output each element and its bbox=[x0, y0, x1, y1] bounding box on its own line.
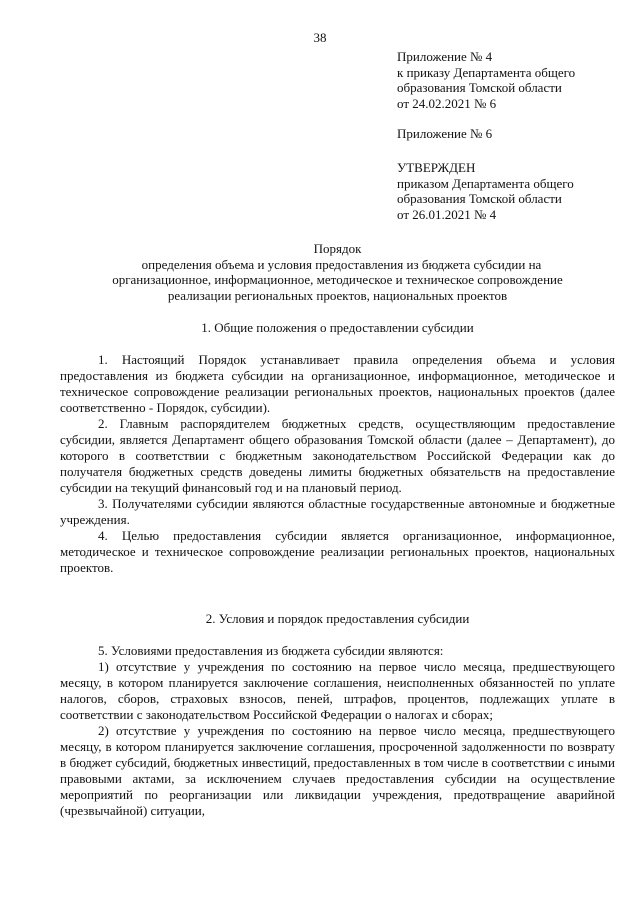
title-line: Порядок bbox=[313, 241, 362, 256]
approved-line: УТВЕРЖДЕН bbox=[397, 160, 476, 175]
appendix-6-header bbox=[397, 126, 632, 142]
approval-stamp-text bbox=[397, 160, 632, 222]
section-2-heading: 2. Условия и порядок предоставления субсидии bbox=[205, 611, 470, 626]
approved-line: образования Томской области bbox=[397, 191, 562, 206]
paragraph: 2. Главным распорядителем бюджетных средств, осуществляющим предоставление субсидии, является Департамент общего образования Томской области (далее – Департамент), до которого в соответствии с бюджетным законодательством Российской Федерации как до получателя бюджетных средств доведены лимиты бюджетных обязательств на предоставление субсидии на текущий финансовый год и на плановый период. bbox=[60, 416, 615, 495]
title-line: организационное, информационное, методическое и техническое сопровождение bbox=[112, 272, 563, 287]
page-number: 38 bbox=[313, 30, 327, 45]
paragraph: 1) отсутствие у учреждения по состоянию на первое число месяца, предшествующего месяцу, в котором планируется заключение соглашения, неисполненных обязанностей по уплате налогов, сборов, страховых взносов, пеней, штрафов, процентов, подлежащих уплате в соответствии с законодательством Российской Федерации о налогах и сборах; bbox=[60, 659, 615, 722]
section-2-body bbox=[60, 643, 615, 819]
approved-line: приказом Департамента общего bbox=[397, 175, 574, 191]
appendix-4-line: Приложение № 4 bbox=[397, 49, 493, 64]
paragraph: 3. Получателями субсидии являются областные государственные автономные и бюджетные учреждения. bbox=[60, 496, 615, 527]
appendix-4-line: от 24.02.2021 № 6 bbox=[397, 95, 497, 111]
paragraph: 5. Условиями предоставления из бюджета субсидии являются: bbox=[98, 643, 444, 658]
appendix-4-line: к приказу Департамента общего bbox=[397, 64, 576, 80]
approved-line: от 26.01.2021 № 4 bbox=[397, 206, 497, 222]
section-1-body bbox=[60, 352, 615, 576]
appendix-6-line: Приложение № 6 bbox=[397, 126, 493, 141]
appendix-4-header bbox=[397, 49, 632, 111]
paragraph: 2) отсутствие у учреждения по состоянию на первое число месяца, предшествующего месяцу, в котором планируется заключение соглашения, просроченной задолженности по возврату в бюджет субсидий, бюджетных инвестиций, предоставленных в том числе в соответствии с иными правовыми актами, за исключением случаев предоставления субсидии на осуществление мероприятий по реорганизации или ликвидации учреждения, предотвращение аварийной (чрезвычайной) ситуации, bbox=[60, 723, 615, 818]
paragraph: 4. Целью предоставления субсидии является организационное, информационное, методическое и техническое сопровождение реализации региональных проектов, национальных проектов. bbox=[60, 528, 615, 575]
title-line: реализации региональных проектов, национальных проектов bbox=[167, 287, 508, 303]
title-line: определения объема и условия предоставления из бюджета субсидии на bbox=[141, 256, 542, 272]
paragraph: 1. Настоящий Порядок устанавливает правила определения объема и условия предоставления из бюджета субсидии на организационное, информационное, методическое и техническое сопровождение реализации региональных проектов, национальных проектов (далее соответственно - Порядок, субсидии). bbox=[60, 352, 615, 415]
section-1-heading: 1. Общие положения о предоставлении субсидии bbox=[201, 320, 474, 335]
document-title bbox=[60, 241, 615, 303]
appendix-4-line: образования Томской области bbox=[397, 80, 562, 95]
